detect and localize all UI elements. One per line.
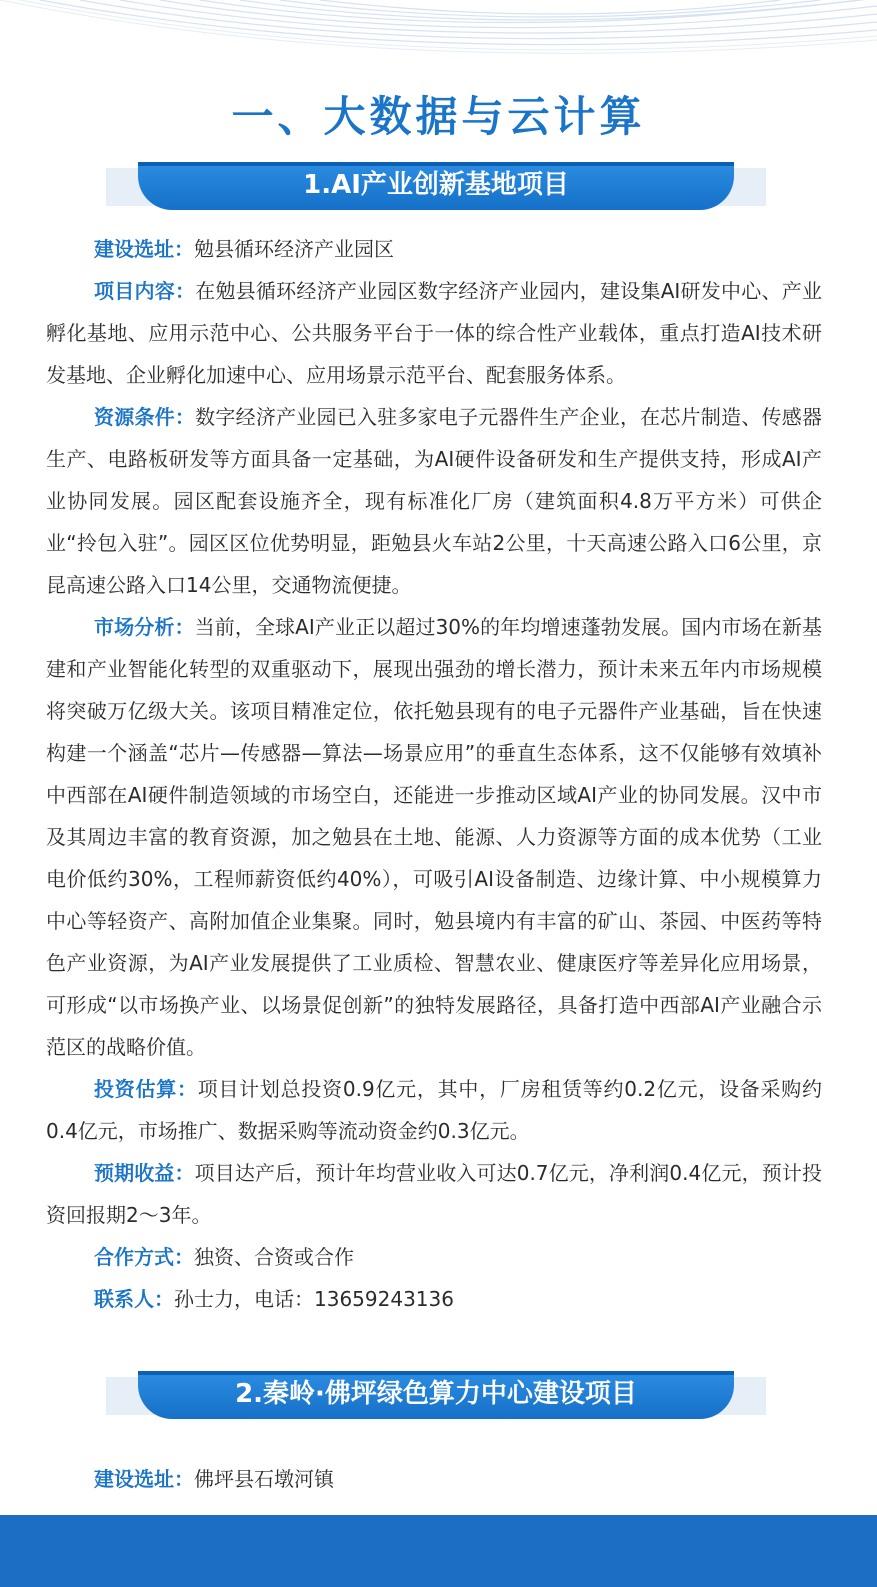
contact-label: 联系人： [94, 1287, 174, 1311]
site-label: 建设选址： [94, 237, 194, 261]
project-2-title: 2.秦岭·佛坪绿色算力中心建设项目 [235, 1379, 637, 1409]
cooperation-paragraph [46, 1236, 822, 1278]
footer-bar [0, 1515, 877, 1587]
site-text: 佛坪县石墩河镇 [194, 1467, 334, 1491]
market-paragraph [46, 606, 822, 1068]
resources-label: 资源条件： [94, 405, 196, 429]
section-title: 一、大数据与云计算 [231, 92, 646, 141]
resources-paragraph [46, 396, 822, 606]
content-paragraph [46, 270, 822, 396]
market-label: 市场分析： [94, 615, 195, 639]
project-2-details [46, 1458, 822, 1500]
market-text: 当前，全球AI产业正以超过30%的年均增速蓬勃发展。国内市场在新基建和产业智能化转型的双重驱动下，展现出强劲的增长潜力，预计未来五年内市场规模将突破万亿级大关。该项目精准定位，依托勉县现有的电子元器件产业基础，旨在快速构建一个涵盖“芯片—传感器—算法—场景应用”的垂直生态体系，这不仅能够有效填补中西部在AI硬件制造领域的市场空白，还能进一步推动区域AI产业的协同发展。汉中市及其周边丰富的教育资源，加之勉县在土地、能源、人力资源等方面的成本优势（工业电价低约30%，工程师薪资低约40%），可吸引AI设备制造、边缘计算、中小规模算力中心等轻资产、高附加值企业集聚。同时，勉县境内有丰富的矿山、茶园、中医药等特色产业资源，为AI产业发展提供了工业质检、智慧农业、健康医疗等差异化应用场景，可形成“以市场换产业、以场景促创新”的独特发展路径，具备打造中西部AI产业融合示范区的战略价值。 [46, 615, 822, 1059]
site-label: 建设选址： [94, 1467, 194, 1491]
top-wave-decoration [0, 0, 877, 80]
investment-text: 项目计划总投资0.9亿元，其中，厂房租赁等约0.2亿元，设备采购约0.4亿元，市场推广、数据采购等流动资金约0.3亿元。 [46, 1077, 822, 1143]
contact-text: 孙士力，电话：13659243136 [174, 1287, 454, 1311]
investment-paragraph [46, 1068, 822, 1152]
returns-label: 预期收益： [94, 1161, 195, 1185]
resources-text: 数字经济产业园已入驻多家电子元器件生产企业，在芯片制造、传感器生产、电路板研发等方面具备一定基础，为AI硬件设备研发和生产提供支持，形成AI产业协同发展。园区配套设施齐全，现有标准化厂房（建筑面积4.8万平方米）可供企业“拎包入驻”。园区区位优势明显，距勉县火车站2公里，十天高速公路入口6公里，京昆高速公路入口14公里，交通物流便捷。 [46, 405, 823, 597]
investment-label: 投资估算： [94, 1077, 198, 1101]
project-1-banner [106, 162, 766, 210]
cooperation-text: 独资、合资或合作 [194, 1245, 354, 1269]
site-text: 勉县循环经济产业园区 [194, 237, 394, 261]
project-1-details [46, 228, 822, 1320]
cooperation-label: 合作方式： [94, 1245, 194, 1269]
content-label: 项目内容： [94, 279, 196, 303]
site-paragraph [46, 228, 822, 270]
project-2-banner [106, 1371, 766, 1419]
returns-text: 项目达产后，预计年均营业收入可达0.7亿元，净利润0.4亿元，预计投资回报期2～3年。 [46, 1161, 823, 1227]
project-1-title: 1.AI产业创新基地项目 [303, 170, 569, 200]
site-paragraph [46, 1458, 822, 1500]
contact-paragraph [46, 1278, 822, 1320]
content-text: 在勉县循环经济产业园区数字经济产业园内，建设集AI研发中心、产业孵化基地、应用示范中心、公共服务平台于一体的综合性产业载体，重点打造AI技术研发基地、企业孵化加速中心、应用场景示范平台、配套服务体系。 [46, 279, 822, 387]
returns-paragraph [46, 1152, 822, 1236]
